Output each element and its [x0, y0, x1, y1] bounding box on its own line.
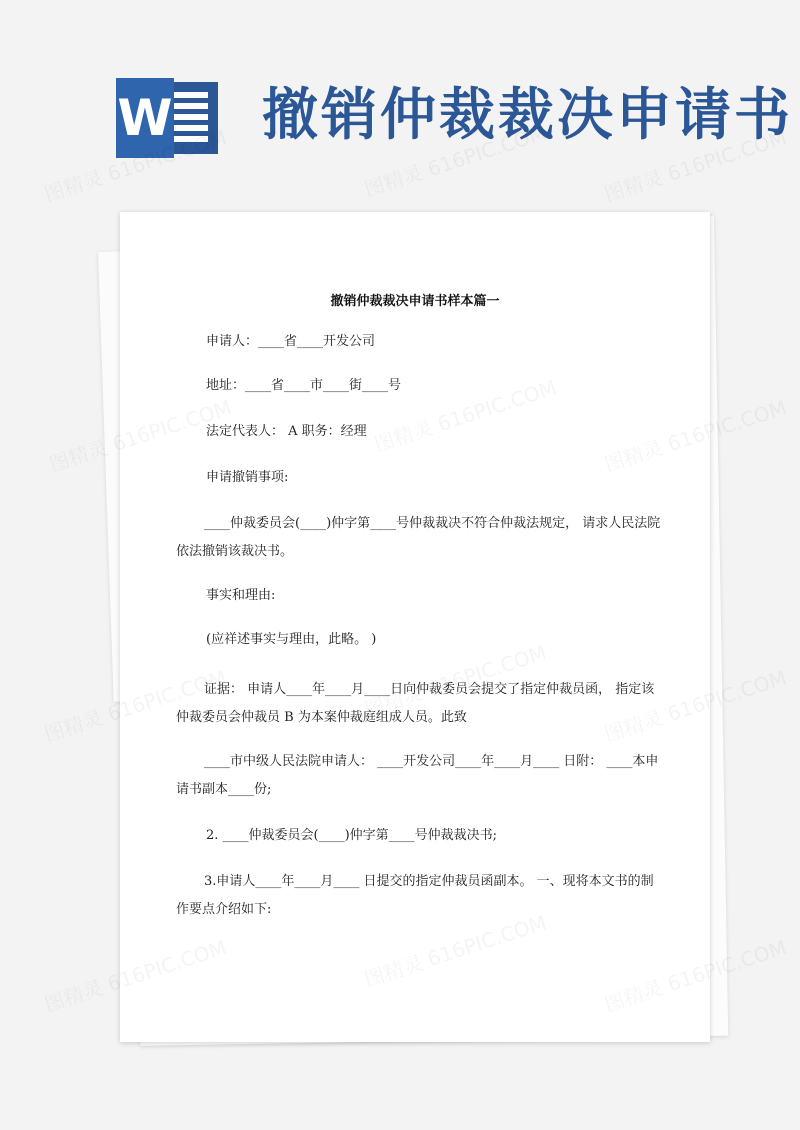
word-document-icon [112, 78, 222, 158]
request-paragraph: ____仲裁委员会(____)仲字第____号仲裁裁决不符合仲裁法规定， 请求人民法院依法撤销该裁决书。 [176, 516, 661, 559]
document-title: 撤销仲裁裁决申请书样本篇一 [330, 294, 500, 309]
attachment-item-3: 3.申请人____年____月____ 日提交的指定仲裁员函副本。 一、现将本文书的制作要点介绍如下: [176, 874, 654, 917]
applicant-line: 申请人：____省____开发公司 [206, 334, 376, 349]
facts-heading: 事实和理由: [206, 588, 276, 603]
request-heading: 申请撤销事项: [206, 470, 289, 485]
header [0, 0, 800, 200]
document-page [120, 212, 710, 1042]
attachment-item-2: 2. ____仲裁委员会(____)仲字第____号仲裁裁决书; [206, 828, 498, 843]
evidence-paragraph: 证据： 申请人____年____月____日向仲裁委员会提交了指定仲裁员函， 指定该仲裁委员会仲裁员 B 为本案仲裁庭组成人员。此致 [176, 682, 655, 725]
legal-representative-line: 法定代表人： A 职务：经理 [206, 424, 367, 439]
court-paragraph: ____市中级人民法院申请人： ____开发公司____年____月____ 日附： ____本申请书副本____份; [176, 754, 659, 797]
facts-paragraph: (应祥述事实与理由，此略。 ) [206, 632, 377, 647]
word-logo-letter: W [116, 78, 174, 158]
page-title: 撤销仲裁裁决申请书 [262, 83, 793, 148]
address-line: 地址：____省____市____街____号 [206, 378, 402, 393]
